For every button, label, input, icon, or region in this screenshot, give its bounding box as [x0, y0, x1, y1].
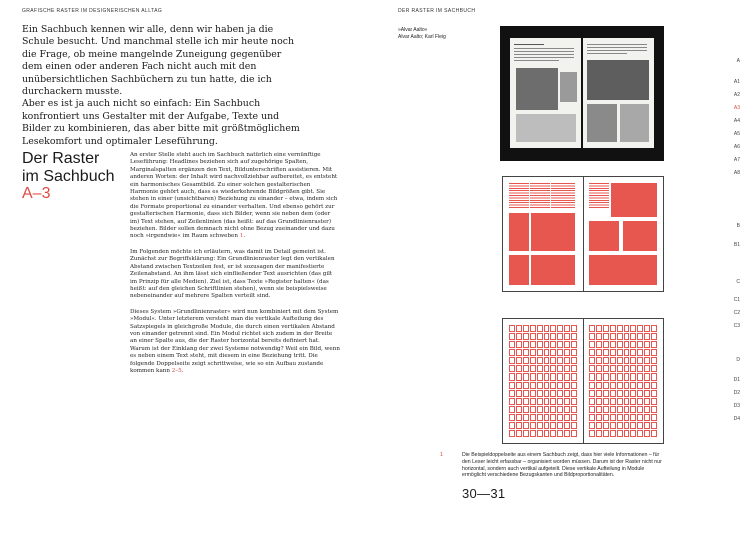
section-code: A–3	[22, 185, 51, 202]
index-item-active[interactable]: A3	[733, 105, 740, 111]
photo-caption-title: »Alvar Aalto«	[398, 27, 428, 33]
right-running-head: DER RASTER IM SACHBUCH	[398, 8, 476, 14]
intro-text	[22, 24, 302, 148]
index-item[interactable]: A7	[733, 157, 740, 163]
index-item[interactable]: B1	[733, 242, 740, 248]
caption-number: 1	[440, 452, 444, 458]
index-item[interactable]: D3	[733, 403, 740, 409]
photo-caption-authors: Alvar Aalto; Karl Fleig	[398, 33, 446, 40]
body-paragraph: Im Folgenden möchte ich erläutern, was damit im Detail gemeint ist. Zunächst zur Begriffsklärung: Ein Grundlinienraster legt den vertikalen Abstand zwischen Textzeilen fest, er ist sozusagen der manifestierte Zeilenabstand. An ihm lässt sich einfließender Text ausrichten (das gilt im Prinzip für alle Medien). Ziel ist, dass Texte »Register halten« (das heißt: auf den gleichen Schriftlinien stehen), wenn sie beispielsweise nebeneinander auf mehrere Spalten verteilt sind.	[130, 248, 335, 300]
index-item[interactable]: D	[736, 357, 740, 363]
index-item[interactable]: A8	[733, 170, 740, 176]
book-photo-right-page	[583, 38, 654, 148]
index-item[interactable]: C3	[733, 323, 740, 329]
index-item[interactable]: A5	[733, 131, 740, 137]
index-item[interactable]: D1	[733, 377, 740, 383]
figure-reference[interactable]: 2–5	[171, 367, 182, 374]
left-running-head: GRAFISCHE RASTER IM DESIGNERISCHEN ALLTAG	[22, 8, 163, 14]
index-item[interactable]: C	[736, 279, 740, 285]
body-text	[130, 152, 340, 383]
index-item[interactable]: C1	[733, 297, 740, 303]
index-item[interactable]: A4	[733, 118, 740, 124]
index-item[interactable]: D4	[733, 416, 740, 422]
index-item[interactable]: D2	[733, 390, 740, 396]
section-heading	[22, 150, 132, 203]
photo-caption	[398, 27, 488, 40]
layout-spread-modules	[502, 176, 664, 292]
figure-caption: Die Beispieldoppelseite aus einem Sachbuch zeigt, dass hier viele Informationen – für den Leser leicht erfassbar – organisiert worden müssen. Darum ist der Raster nicht nur horizontal, sondern auch vertikal aufgeteilt. Diese vertikale Aufteilung in Module ermöglicht verschiedene Bezugskanten und Bildproportionalitäten.	[462, 452, 662, 479]
index-item[interactable]: A	[736, 58, 740, 64]
figure-reference[interactable]: 1	[239, 233, 244, 240]
index-item[interactable]: A2	[733, 92, 740, 98]
page-numbers: 30—31	[462, 486, 506, 501]
index-item[interactable]: C2	[733, 310, 740, 316]
module-grid-right	[589, 325, 657, 437]
intro-paragraph: Ein Sachbuch kennen wir alle, denn wir haben ja die Schule besucht. Und manchmal stelle ich mir heute noch die Frage, ob meine mangelnde Zuneigung gegenüber dem einen oder anderen Fach nicht auch mit den unübersichtlichen Sachbüchern zu tun hatte, die ich durchackern musste.	[22, 24, 295, 98]
index-item[interactable]: B	[736, 223, 740, 229]
index-item[interactable]: A6	[733, 144, 740, 150]
module-grid-left	[509, 325, 577, 437]
layout-spread-baseline-grid	[502, 318, 664, 444]
body-paragraph: Dieses System »Grundlinienraster« wird nun kombiniert mit dem System »Modul«. Unter letzterem versteht man die vertikale Aufteilung des Satzspiegels in gleichgroße Module, die durch einen vertikalen Abstand von einander getrennt sind. Ein Modul richtet sich zudem in der Breite an einer Spalte aus, die der Raster horizontal bereits definiert hat. Warum ist der Einklang der zwei Systeme notwendig? Weil ein Bild, wenn es neben einem Text steht, mit diesem in eine Beziehung tritt. Die folgende Doppelseite zeigt schrittweise, wie so ein Aufbau zustande kommen kann 2–5.	[130, 308, 340, 374]
body-paragraph: An erster Stelle steht auch im Sachbuch natürlich eine vernünftige Leseführung: Headlines beziehen sich auf zugehörige Spalten, Marginalspalten ergänzen den Text, Bildunterschriften assistieren. Mit anderen Worten: der Inhalt wird nachvollziehbar aufbereitet, es entsteht ein harmonisches Gesamtbild. Zu einer solchen gestalterischen Harmonie gehört auch, dass es wiederkehrende Bildgrößen gibt. Sie stehen in einer (unsichtbaren) Beziehung zu einander – etwa, indem sich die Formate proportional zu einander verhalten. Und ebenso gehört zur gestalterischen Harmonie, dass sich Bilder, wenn sie neben dem (oder im) Text stehen, auf Zeilenlinien (das heißt: auf das Grundlinienraster) beziehen. Bilder sollen demnach nicht ohne Bezug zueinander und dazu noch »irgendwie« im Raum schweben 1.	[130, 152, 338, 240]
intro-paragraph: Aber es ist ja auch nicht so einfach: Ein Sachbuch konfrontiert uns Gestalter mit der Aufgabe, Texte und Bilder zu kombinieren, das aber bitte mit größtmöglichem Lesekomfort und optimaler Leseführung.	[22, 98, 300, 147]
book-photo	[500, 26, 664, 161]
book-photo-left-page	[510, 38, 581, 148]
index-item[interactable]: A1	[733, 79, 740, 85]
section-title-line: im Sachbuch	[22, 167, 115, 185]
section-title-line: Der Raster	[22, 150, 100, 167]
